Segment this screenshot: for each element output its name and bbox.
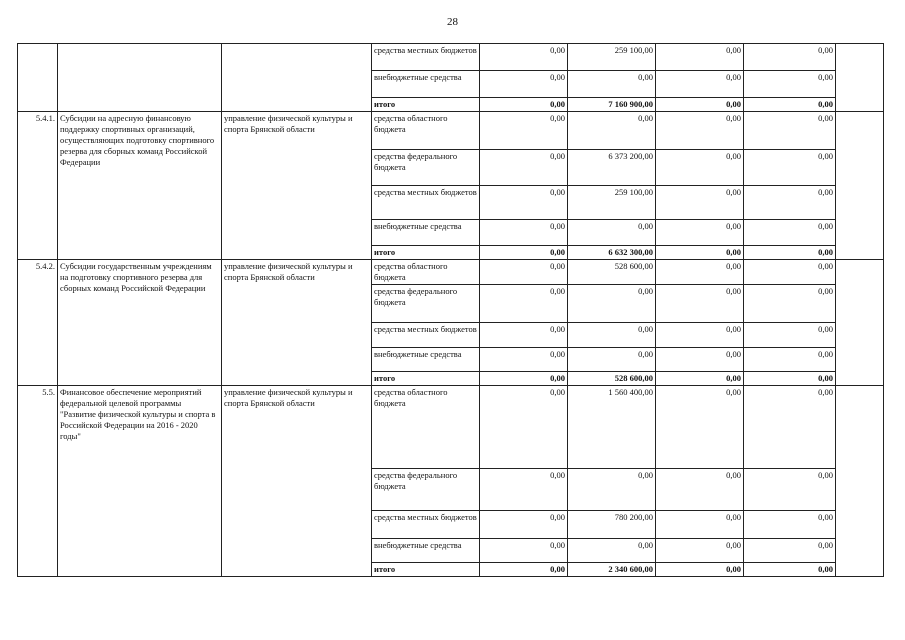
value-cell: 0,00 — [744, 44, 836, 71]
value-cell: 0,00 — [656, 539, 744, 563]
value-cell: 7 160 900,00 — [568, 98, 656, 112]
value-cell: 0,00 — [480, 563, 568, 577]
budget-table — [17, 43, 884, 577]
executor-cell: управление физической культуры и спорта Брянской области — [222, 386, 372, 577]
code-cell: 5.5. — [18, 386, 58, 577]
value-cell: 0,00 — [744, 112, 836, 150]
extra-column-cell — [836, 112, 884, 260]
table-row — [18, 260, 884, 285]
extra-column-cell — [836, 260, 884, 386]
value-cell: 0,00 — [480, 260, 568, 285]
value-cell: 0,00 — [656, 511, 744, 539]
value-cell: 0,00 — [744, 71, 836, 98]
extra-column-cell — [836, 386, 884, 577]
page-number: 28 — [447, 16, 458, 28]
value-cell: 6 373 200,00 — [568, 150, 656, 186]
value-cell: 0,00 — [744, 98, 836, 112]
value-cell: 780 200,00 — [568, 511, 656, 539]
value-cell: 0,00 — [480, 186, 568, 220]
value-cell: 0,00 — [744, 220, 836, 246]
value-cell: 2 340 600,00 — [568, 563, 656, 577]
value-cell: 0,00 — [656, 285, 744, 323]
value-cell: 0,00 — [656, 44, 744, 71]
value-cell: 0,00 — [656, 220, 744, 246]
extra-column-cell — [836, 44, 884, 112]
value-cell: 0,00 — [480, 539, 568, 563]
table-row — [18, 112, 884, 150]
value-cell: 0,00 — [656, 386, 744, 469]
value-cell: 0,00 — [568, 285, 656, 323]
value-cell: 0,00 — [656, 469, 744, 511]
table-row — [18, 386, 884, 469]
value-cell: 0,00 — [744, 563, 836, 577]
source-label: средства федерального бюджета — [372, 150, 480, 186]
value-cell: 0,00 — [656, 186, 744, 220]
source-label: внебюджетные средства — [372, 220, 480, 246]
value-cell: 0,00 — [744, 246, 836, 260]
value-cell: 0,00 — [744, 323, 836, 348]
name-cell: Субсидии на адресную финансовую поддержку спортивных организаций, осуществляющих подготовку спортивного резерва для сборных команд Российской Федерации — [58, 112, 222, 260]
value-cell: 259 100,00 — [568, 186, 656, 220]
value-cell: 259 100,00 — [568, 44, 656, 71]
value-cell: 0,00 — [744, 469, 836, 511]
value-cell: 0,00 — [744, 348, 836, 372]
value-cell: 0,00 — [480, 348, 568, 372]
source-label: итого — [372, 563, 480, 577]
source-label: средства местных бюджетов — [372, 186, 480, 220]
value-cell: 0,00 — [568, 469, 656, 511]
value-cell: 0,00 — [656, 71, 744, 98]
value-cell: 0,00 — [656, 372, 744, 386]
value-cell: 0,00 — [480, 220, 568, 246]
value-cell: 0,00 — [480, 246, 568, 260]
name-cell: Субсидии государственным учреждениям на подготовку спортивного резерва для сборных команд Российской Федерации — [58, 260, 222, 386]
source-label: средства местных бюджетов — [372, 511, 480, 539]
value-cell: 1 560 400,00 — [568, 386, 656, 469]
value-cell: 0,00 — [480, 71, 568, 98]
source-label: внебюджетные средства — [372, 539, 480, 563]
executor-cell: управление физической культуры и спорта Брянской области — [222, 260, 372, 386]
code-cell: 5.4.1. — [18, 112, 58, 260]
value-cell: 0,00 — [480, 285, 568, 323]
name-cell: Финансовое обеспечение мероприятий федеральной целевой программы "Развитие физической культуры и спорта в Российской Федерации на 2016 - 2020 годы" — [58, 386, 222, 577]
source-label: средства областного бюджета — [372, 386, 480, 469]
executor-cell — [222, 44, 372, 112]
value-cell: 0,00 — [744, 285, 836, 323]
value-cell: 528 600,00 — [568, 260, 656, 285]
value-cell: 0,00 — [480, 511, 568, 539]
value-cell: 0,00 — [656, 150, 744, 186]
code-cell: 5.4.2. — [18, 260, 58, 386]
code-cell — [18, 44, 58, 112]
value-cell: 0,00 — [568, 323, 656, 348]
source-label: средства местных бюджетов — [372, 323, 480, 348]
name-cell — [58, 44, 222, 112]
value-cell: 0,00 — [568, 220, 656, 246]
value-cell: 0,00 — [568, 71, 656, 98]
table-row — [18, 44, 884, 71]
source-label: средства федерального бюджета — [372, 469, 480, 511]
value-cell: 0,00 — [744, 372, 836, 386]
value-cell: 0,00 — [744, 511, 836, 539]
value-cell: 0,00 — [656, 260, 744, 285]
value-cell: 0,00 — [744, 260, 836, 285]
value-cell: 0,00 — [656, 323, 744, 348]
value-cell: 0,00 — [568, 539, 656, 563]
source-label: средства местных бюджетов — [372, 44, 480, 71]
value-cell: 0,00 — [744, 150, 836, 186]
source-label: средства областного бюджета — [372, 112, 480, 150]
value-cell: 0,00 — [656, 563, 744, 577]
value-cell: 0,00 — [656, 246, 744, 260]
value-cell: 528 600,00 — [568, 372, 656, 386]
executor-cell: управление физической культуры и спорта Брянской области — [222, 112, 372, 260]
source-label: итого — [372, 246, 480, 260]
value-cell: 0,00 — [480, 112, 568, 150]
value-cell: 0,00 — [480, 386, 568, 469]
source-label: средства областного бюджета — [372, 260, 480, 285]
value-cell: 0,00 — [480, 98, 568, 112]
value-cell: 0,00 — [656, 98, 744, 112]
source-label: средства федерального бюджета — [372, 285, 480, 323]
value-cell: 0,00 — [568, 348, 656, 372]
value-cell: 0,00 — [744, 539, 836, 563]
value-cell: 0,00 — [480, 469, 568, 511]
value-cell: 0,00 — [480, 44, 568, 71]
value-cell: 0,00 — [656, 112, 744, 150]
value-cell: 0,00 — [480, 372, 568, 386]
value-cell: 6 632 300,00 — [568, 246, 656, 260]
source-label: итого — [372, 98, 480, 112]
value-cell: 0,00 — [744, 186, 836, 220]
value-cell: 0,00 — [480, 150, 568, 186]
source-label: внебюджетные средства — [372, 348, 480, 372]
value-cell: 0,00 — [656, 348, 744, 372]
value-cell: 0,00 — [480, 323, 568, 348]
source-label: итого — [372, 372, 480, 386]
value-cell: 0,00 — [568, 112, 656, 150]
source-label: внебюджетные средства — [372, 71, 480, 98]
value-cell: 0,00 — [744, 386, 836, 469]
